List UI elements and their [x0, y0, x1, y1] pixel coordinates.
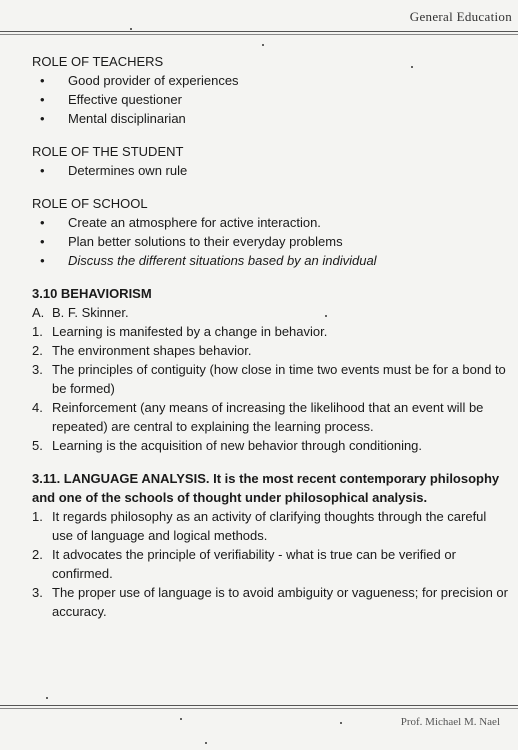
list-item — [32, 322, 510, 341]
list-item — [32, 398, 510, 436]
header-rule — [0, 31, 518, 32]
list-item: • Discuss the different situations based by an individual — [32, 251, 510, 270]
item-number: 1. — [32, 509, 43, 524]
list-item — [32, 507, 510, 545]
intro-text: It is the most recent contemporary philosophy and one of the schools of thought under philosophical analysis. — [32, 471, 500, 505]
scan-speck — [130, 28, 132, 30]
scan-speck — [180, 718, 182, 720]
list-item: • Create an atmosphere for active interaction. — [32, 213, 510, 232]
list-item: • Good provider of experiences — [32, 71, 510, 90]
item-number: 3. — [32, 585, 43, 600]
item-number: 2. — [32, 547, 43, 562]
scan-speck — [262, 44, 264, 46]
sub-marker: A. — [32, 305, 45, 320]
language-list — [32, 507, 510, 621]
item-text: Learning is the acquisition of new behavior through conditioning. — [52, 438, 423, 453]
list-item: • Plan better solutions to their everyday problems — [32, 232, 510, 251]
item-number: 1. — [32, 324, 43, 339]
behaviorism-list — [32, 322, 510, 455]
school-list — [32, 213, 510, 270]
scan-speck — [325, 315, 327, 317]
student-list — [32, 161, 510, 180]
item-text: The environment shapes behavior. — [52, 343, 252, 358]
scan-speck — [340, 722, 342, 724]
scan-speck — [411, 66, 413, 68]
list-item — [32, 341, 510, 360]
scan-speck — [46, 697, 48, 699]
teachers-list — [32, 71, 510, 128]
footer-author: Prof. Michael M. Nael — [400, 716, 500, 728]
item-number: 2. — [32, 343, 43, 358]
item-number: 4. — [32, 400, 43, 415]
subheading-skinner — [32, 303, 510, 322]
header-rule-secondary — [0, 34, 518, 35]
item-number: 3. — [32, 362, 43, 377]
item-text: Learning is manifested by a change in behavior. — [52, 324, 328, 339]
item-text: The principles of contiguity (how close in time two events must be for a bond to be formed) — [52, 362, 506, 396]
scan-speck — [205, 742, 207, 744]
item-text: Reinforcement (any means of increasing the likelihood that an event will be repeated) are central to explaining the learning process. — [52, 400, 484, 434]
list-item: • Mental disciplinarian — [32, 109, 510, 128]
list-item — [32, 436, 510, 455]
footer-rule-secondary — [0, 708, 518, 709]
list-item: • Effective questioner — [32, 90, 510, 109]
section-label: 3.11. LANGUAGE ANALYSIS. — [32, 471, 210, 486]
item-number: 5. — [32, 438, 43, 453]
language-analysis-intro — [32, 469, 510, 507]
footer-rule — [0, 705, 518, 706]
list-item — [32, 545, 510, 583]
list-item — [32, 583, 510, 621]
section-heading: 3.10 BEHAVIORISM — [32, 286, 152, 301]
item-text: It regards philosophy as an activity of clarifying thoughts through the careful use of language and logical methods. — [52, 509, 487, 543]
item-text: The proper use of language is to avoid ambiguity or vagueness; for precision or accuracy. — [52, 585, 508, 619]
section-heading: ROLE OF SCHOOL — [32, 196, 148, 211]
list-item: • Determines own rule — [32, 161, 510, 180]
document-body — [32, 52, 510, 621]
item-text: It advocates the principle of verifiability - what is true can be verified or confirmed. — [52, 547, 456, 581]
section-heading: ROLE OF THE STUDENT — [32, 144, 184, 159]
sub-text: B. F. Skinner. — [52, 305, 129, 320]
header-title: General Education — [409, 9, 512, 24]
list-item — [32, 360, 510, 398]
section-heading: ROLE OF TEACHERS — [32, 54, 164, 69]
